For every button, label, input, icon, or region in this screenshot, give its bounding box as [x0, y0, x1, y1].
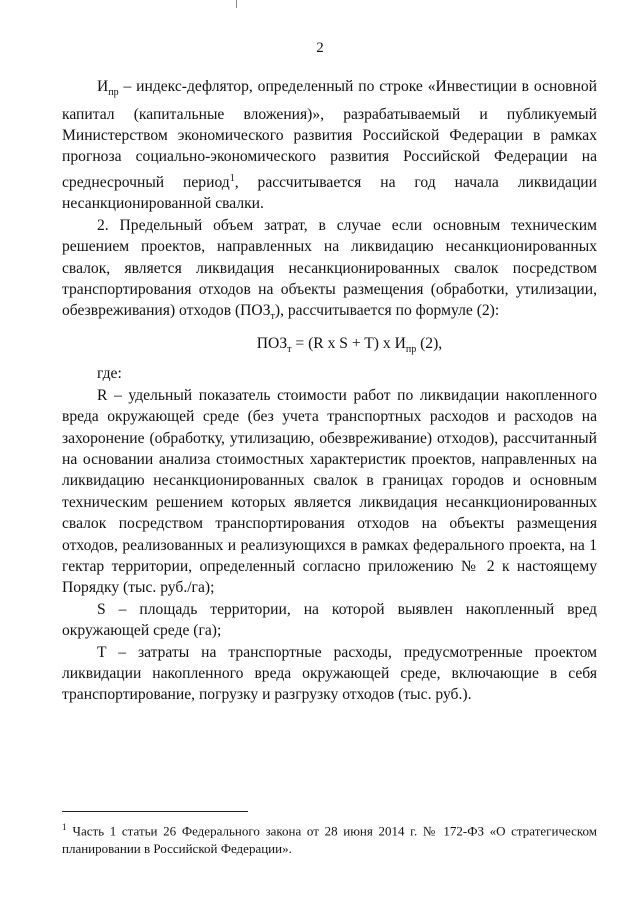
- formula-subscript-pr: пр: [405, 343, 417, 355]
- deflator-symbol: И: [97, 78, 109, 95]
- formula-part-c: (2),: [416, 334, 443, 352]
- formula-part-b: = (R x S + T) x И: [291, 334, 406, 352]
- document-body: [62, 76, 597, 706]
- deflator-definition-a: – индекс-дефлятор, определенный по строке «Инвестиции в основной капитал (капитальные вложения)», разрабатываемый и публикуемый Министерством экономического развития Российской Федерации в рамках прогноза социально-экономического развития Российской Федерации на среднесрочный период: [62, 78, 597, 191]
- footnote-mark: 1: [62, 822, 67, 832]
- limit-cost-subscript: т: [270, 311, 275, 323]
- footnote-text: Часть 1 статьи 26 Федерального закона от 28 июня 2014 г. № 172-ФЗ «О стратегическом планировании в Российской Федерации».: [62, 823, 597, 857]
- deflator-definition-b: , рассчитывается на год начала ликвидации несанкционированной свалки.: [62, 173, 598, 213]
- formula-2: [62, 333, 597, 361]
- limit-cost-text-a: 2. Предельный объем затрат, в случае если основным техническим решением проектов, направленных на ликвидацию несанкционированных свалок, является ликвидация несанкционированных свалок посредством транспортирования отходов на объекты размещения (обработки, утилизации, обезвреживания) отходов (ПОЗ: [62, 216, 597, 320]
- deflator-symbol-subscript: пр: [108, 87, 119, 99]
- paragraph-s-definition: S – площадь территории, на которой выявлен накопленный вред окружающей среде (га);: [62, 600, 597, 640]
- limit-cost-text-b: ), рассчитывается по формуле (2):: [274, 302, 500, 320]
- footnote: [62, 818, 597, 858]
- page-number: 2: [316, 40, 324, 56]
- footnote-separator: [62, 811, 248, 812]
- formula-part-a: ПОЗ: [256, 334, 288, 352]
- formula-subscript-t: т: [287, 343, 292, 355]
- scan-artifact: [236, 0, 237, 8]
- paragraph-limit-cost: [62, 215, 597, 328]
- paragraph-r-definition: R – удельный показатель стоимости работ по ликвидации накопленного вреда окружающей среде (без учета транспортных расходов и расходов на захоронение (обработку, утилизацию, обезвреживание) отходов), рассчитанный на основании анализа стоимостных характеристик проектов, направленных на ликвидацию несанкционированных свалок в границах городов и основным техническим решением которых является ликвидация несанкционированных свалок посредством транспортирования отходов на объекты размещения отходов, реализованных и реализующихся в рамках федерального проекта, на 1 гектар территории, определенный согласно приложению № 2 к настоящему Порядку (тыс. руб./га);: [62, 386, 597, 597]
- paragraph-deflator-index: [62, 76, 597, 215]
- paragraph-t-definition: T – затраты на транспортные расходы, предусмотренные проектом ликвидации накопленного вреда окружающей среде, включающие в себя транспортирование, погрузку и разгрузку отходов (тыс. руб.).: [62, 643, 597, 704]
- where-label: где:: [97, 365, 122, 383]
- footnote-reference[interactable]: 1: [229, 172, 235, 184]
